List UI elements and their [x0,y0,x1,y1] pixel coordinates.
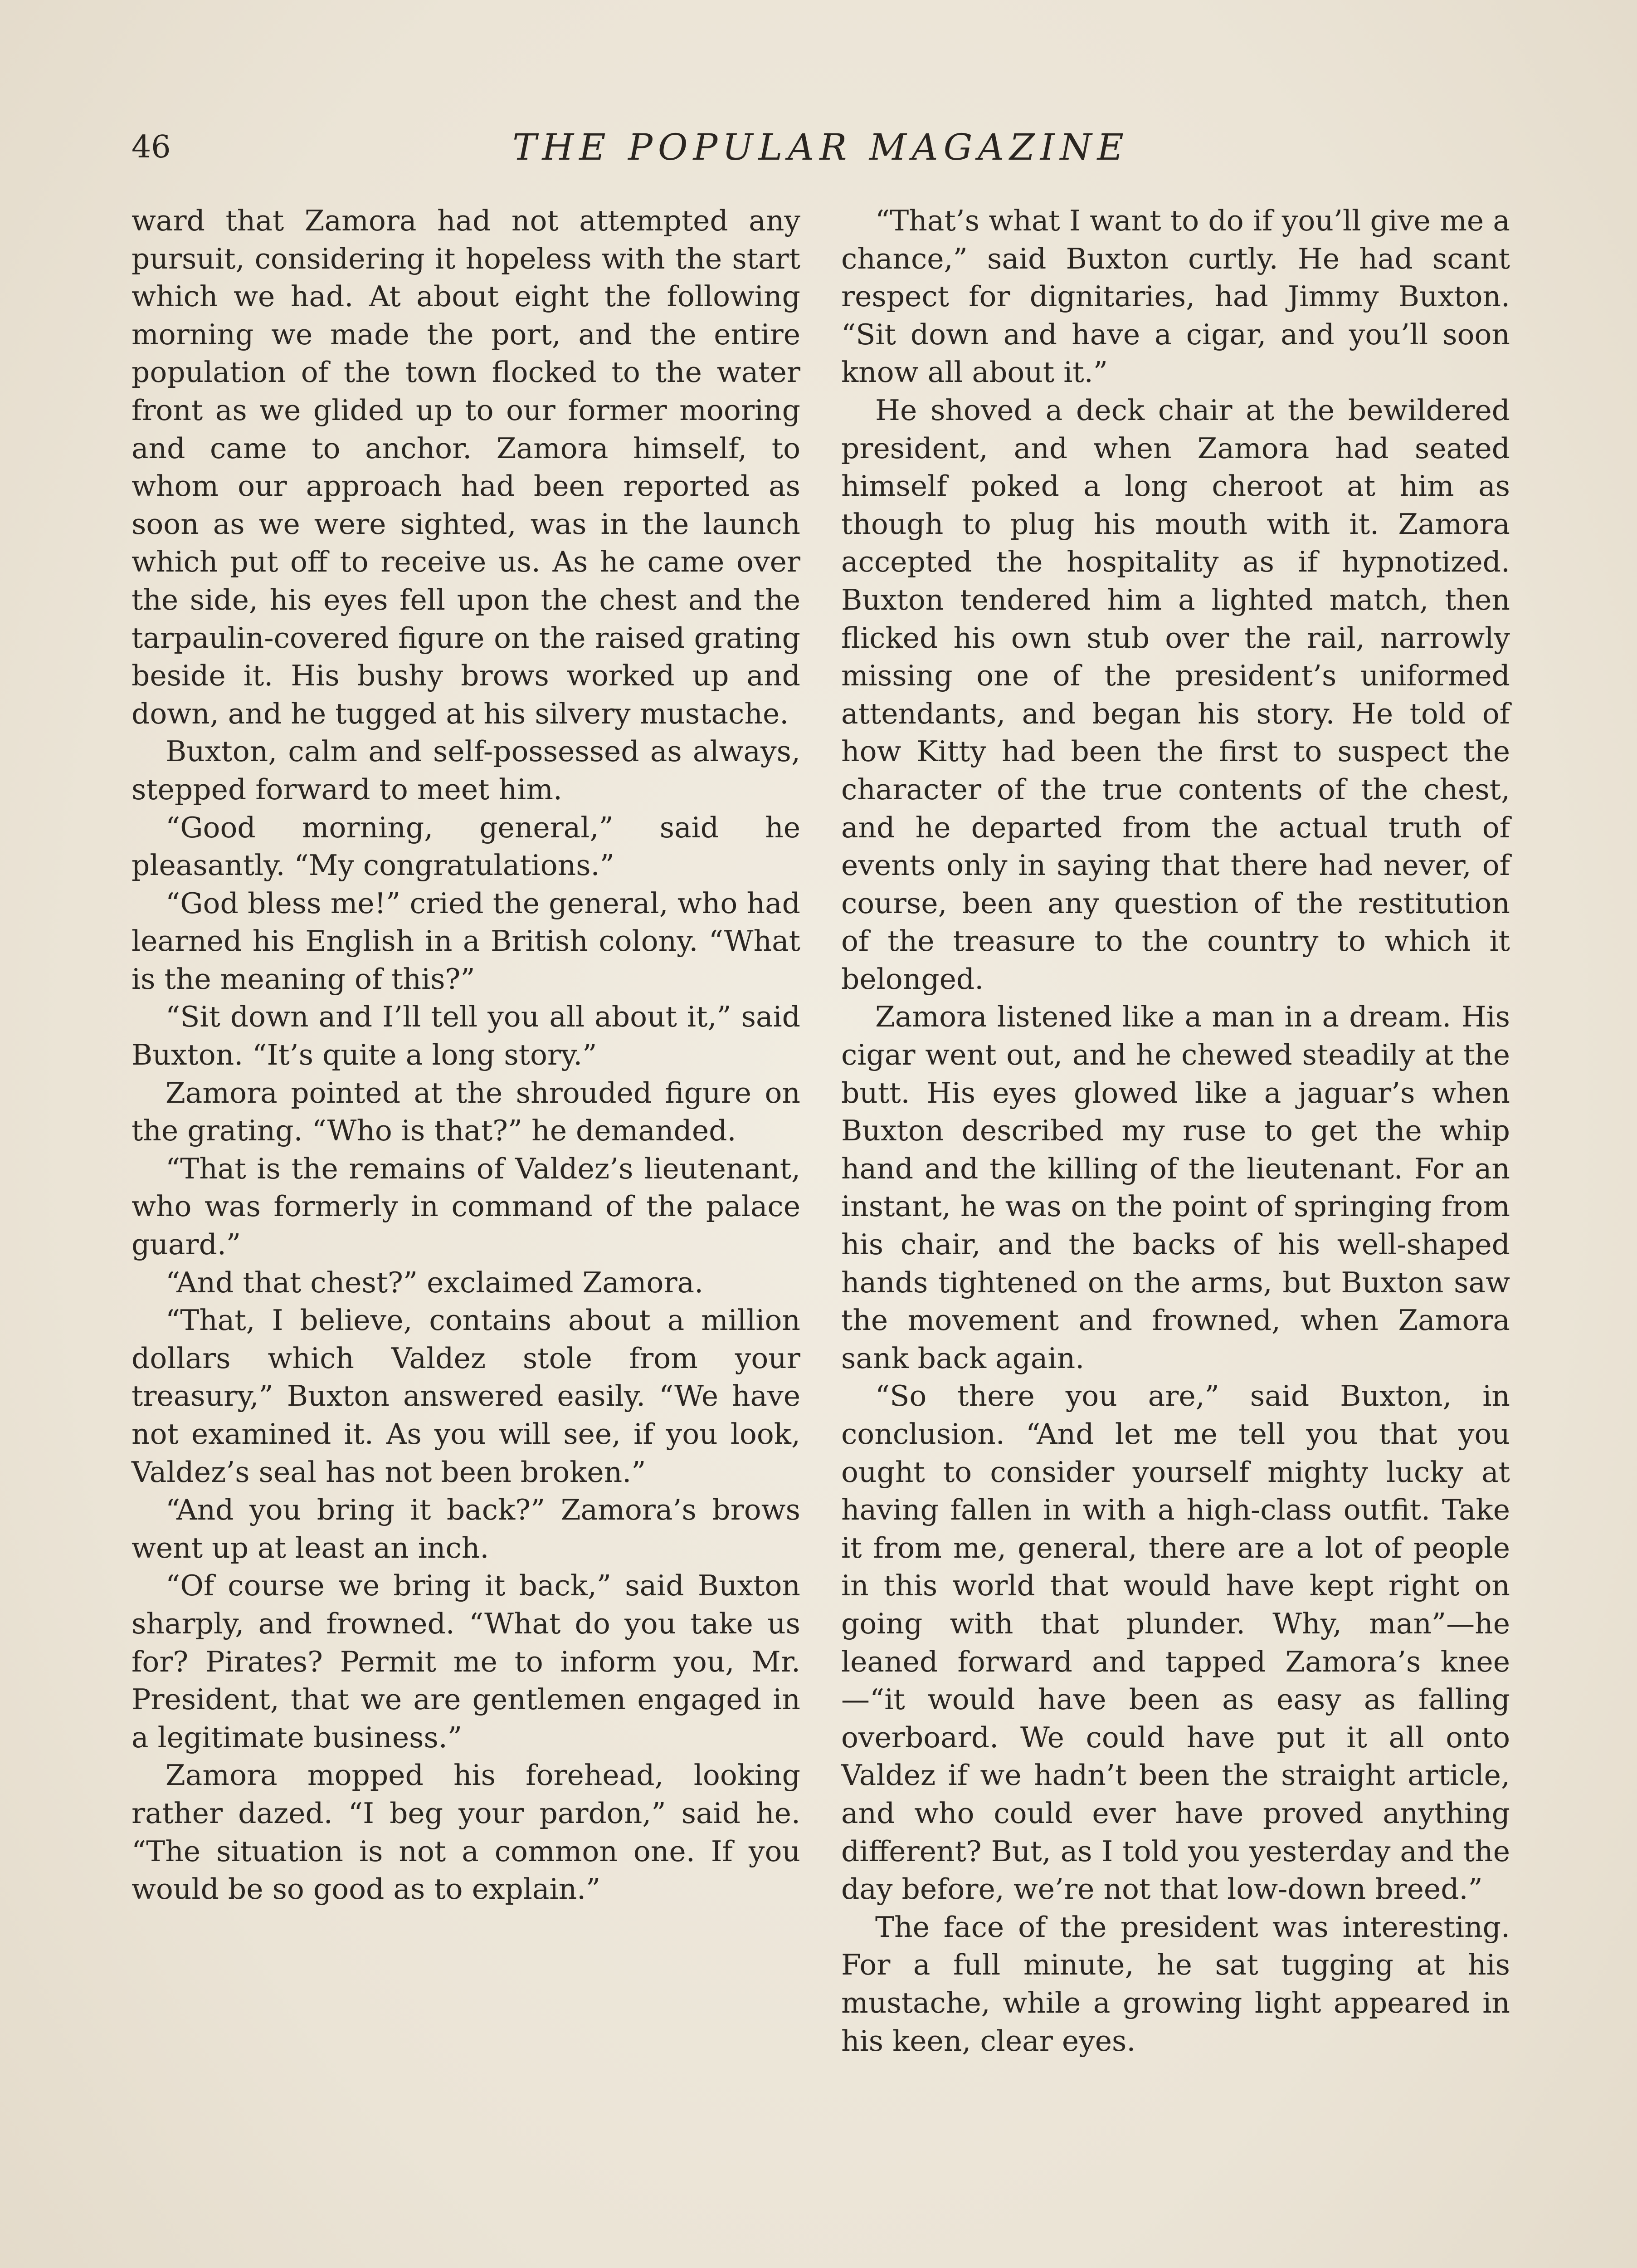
paragraph: “God bless me!” cried the general, who had learned his English in a British colony. “What is the meaning of this?” [132,886,800,996]
paragraph: “And you bring it back?” Zamora’s brows went up at least an inch. [132,1493,800,1564]
paragraph: “So there you are,” said Buxton, in conclusion. “And let me tell you that you ought to consider yourself mighty lucky at having fallen in with a high-class outfit. Take it from me, general, there are a lot of people in this world that would have kept right on going with that plunder. Why, man”—he leaned forward and tapped Zamora’s knee—“it would have been as easy as falling overboard. We could have put it all onto Valdez if we hadn’t been the straight article, and who could ever have proved anything different? But, as I told you yesterday and the day before, we’re not that low-down breed.” [841,1379,1510,1906]
paragraph: The face of the president was interesting. For a full minute, he sat tugging at his mustache, while a growing light appeared in his keen, clear eyes. [841,1910,1510,2058]
page-number: 46 [132,129,171,165]
paragraph: Zamora listened like a man in a dream. His cigar went out, and he chewed steadily at the butt. His eyes glowed like a jaguar’s when Buxton described my ruse to get the whip hand and the killing of the lieutenant. For an instant, he was on the point of springing from his chair, and the backs of his well-shaped hands tightened on the arms, but Buxton saw the movement and frowned, when Zamora sank back again. [841,1000,1510,1375]
paragraph: Buxton, calm and self-possessed as always, stepped forward to meet him. [132,735,800,806]
left-column [132,202,800,1908]
paragraph: “Of course we bring it back,” said Buxton sharply, and frowned. “What do you take us for? Pirates? Permit me to inform you, Mr. President, that we are gentlemen engaged in a legitimate business.” [132,1569,800,1754]
page-header [132,120,1510,179]
paragraph: “And that chest?” exclaimed Zamora. [166,1266,704,1299]
paragraph: “That is the remains of Valdez’s lieutenant, who was formerly in command of the palace guard.” [132,1152,800,1261]
paragraph: Zamora mopped his forehead, looking rather dazed. “I beg your pardon,” said he. “The situation is not a common one. If you would be so good as to explain.” [132,1759,800,1906]
paragraph: “That’s what I want to do if you’ll give me a chance,” said Buxton curtly. He had scant respect for dignitaries, had Jimmy Buxton. “Sit down and have a cigar, and you’ll soon know all about it.” [841,204,1510,389]
paragraph: He shoved a deck chair at the bewildered president, and when Zamora had seated himself poked a long cheroot at him as though to plug his mouth with it. Zamora accepted the hospitality as if hypnotized. Buxton tendered him a lighted match, then flicked his own stub over the rail, narrowly missing one of the president’s uniformed attendants, and began his story. He told of how Kitty had been the first to suspect the character of the true contents of the chest, and he departed from the actual truth of events only in saying that there had never, of course, been any question of the restitution of the treasure to the country to which it belonged. [841,393,1510,996]
paragraph: Zamora pointed at the shrouded figure on the grating. “Who is that?” he demanded. [132,1076,800,1148]
paragraph: ward that Zamora had not attempted any pursuit, considering it hopeless with the start which we had. At about eight the following morning we made the port, and the entire population of the town flocked to the water front as we glided up to our former mooring and came to anchor. Zamora himself, to whom our approach had been reported as soon as we were sighted, was in the launch which put off to receive us. As he came over the side, his eyes fell upon the chest and the tarpaulin-covered figure on the raised grating beside it. His bushy brows worked up and down, and he tugged at his silvery mustache. [132,204,800,730]
paragraph: “That, I believe, contains about a million dollars which Valdez stole from your treasury,” Buxton answered easily. “We have not examined it. As you will see, if you look, Valdez’s seal has not been broken.” [132,1304,800,1489]
paragraph: “Good morning, general,” said he pleasantly. “My congratulations.” [132,811,800,882]
right-column [841,202,1510,2060]
paragraph: “Sit down and I’ll tell you all about it,” said Buxton. “It’s quite a long story.” [132,1000,800,1072]
running-title: THE POPULAR MAGAZINE [512,126,1129,168]
